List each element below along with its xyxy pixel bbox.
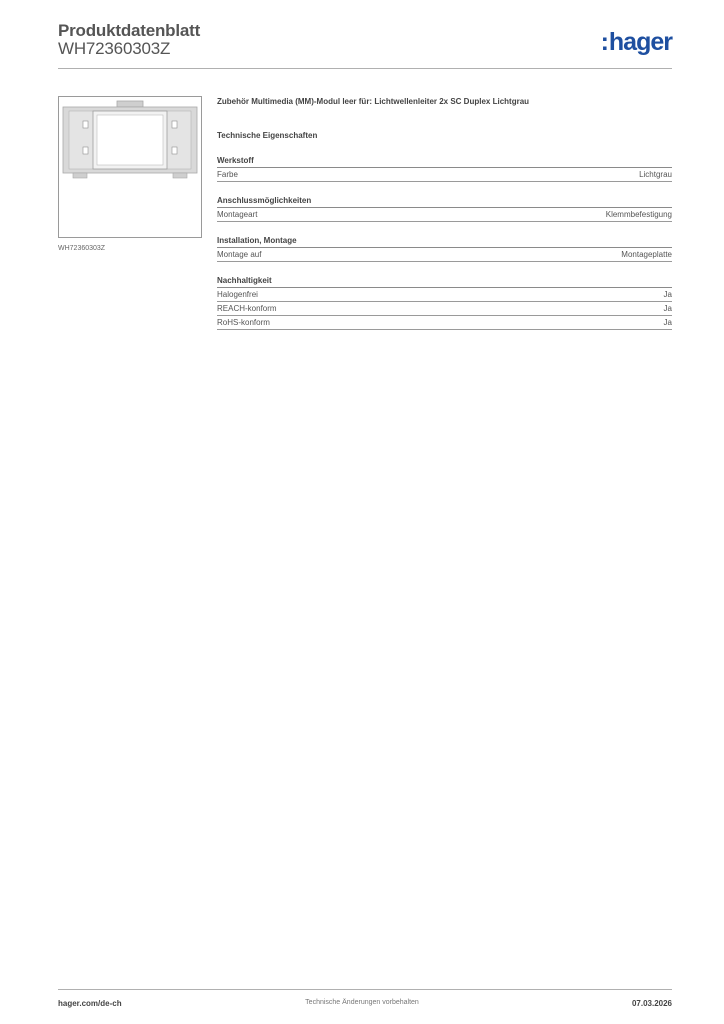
spec-label: RoHS-konform — [217, 318, 270, 327]
spec-label: Montage auf — [217, 250, 262, 259]
product-description: Zubehör Multimedia (MM)-Modul leer für: Lichtwellenleiter 2x SC Duplex Lichtgrau — [217, 97, 530, 106]
footer-notice: Technische Änderungen vorbehalten — [305, 999, 419, 1006]
spec-group-title: Werkstoff — [217, 155, 672, 168]
footer-divider — [58, 989, 672, 990]
spec-label: REACH-konform — [217, 304, 277, 313]
footer-date: 07.03.2026 — [631, 999, 672, 1008]
spec-group-nachhaltigkeit — [217, 275, 672, 330]
spec-row — [217, 248, 672, 262]
logo-text: hager — [608, 28, 672, 56]
spec-group-title: Installation, Montage — [217, 235, 672, 248]
logo-colon-icon: : — [600, 28, 608, 56]
product-image — [58, 96, 202, 238]
image-caption: WH72360303Z — [58, 245, 106, 252]
spec-value: Ja — [663, 290, 672, 299]
mm-module-illustration — [59, 97, 201, 237]
article-number: WH72360303Z — [58, 39, 171, 58]
spec-value: Ja — [663, 304, 672, 313]
specs-heading: Technische Eigenschaften — [217, 131, 318, 140]
spec-label: Farbe — [217, 170, 238, 179]
spec-content — [217, 96, 672, 330]
page-title: Produktdatenblatt — [58, 21, 201, 40]
spec-group-installation — [217, 235, 672, 262]
spec-group-anschluss — [217, 195, 672, 222]
hager-logo — [601, 28, 672, 57]
spec-label: Halogenfrei — [217, 290, 258, 299]
spec-row — [217, 316, 672, 330]
spec-value: Lichtgrau — [639, 170, 672, 179]
header-divider — [58, 68, 672, 69]
spec-row — [217, 168, 672, 182]
spec-row — [217, 288, 672, 302]
spec-row — [217, 208, 672, 222]
footer-website-link[interactable]: hager.com/de-ch — [58, 999, 122, 1008]
spec-value: Ja — [663, 318, 672, 327]
spec-group-title: Anschlussmöglichkeiten — [217, 195, 672, 208]
spec-row — [217, 302, 672, 316]
spec-label: Montageart — [217, 210, 258, 219]
spec-group-werkstoff — [217, 155, 672, 182]
spec-value: Montageplatte — [621, 250, 672, 259]
spec-group-title: Nachhaltigkeit — [217, 275, 672, 288]
spec-value: Klemmbefestigung — [605, 210, 672, 219]
